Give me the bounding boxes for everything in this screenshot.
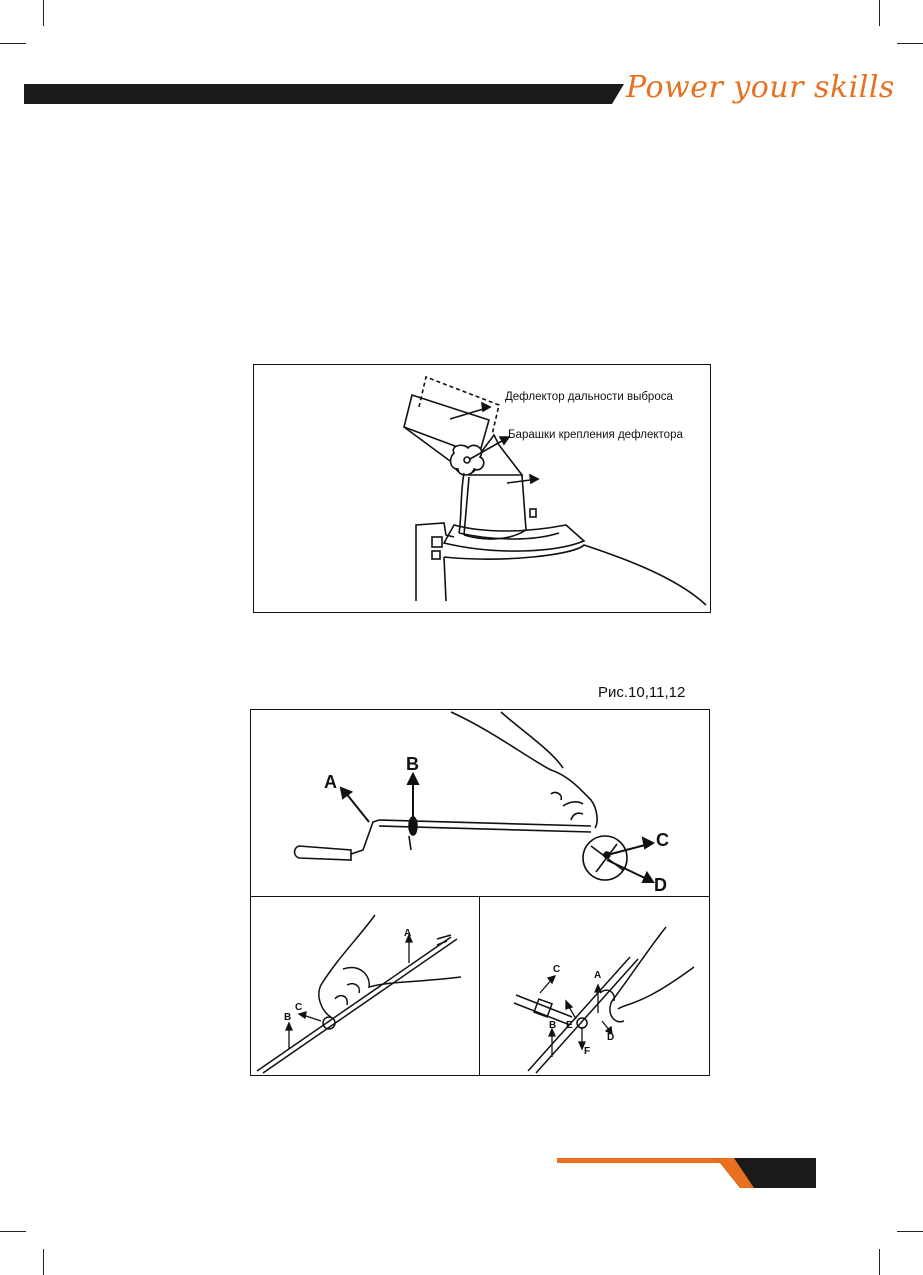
label-left-c: C xyxy=(295,1002,303,1013)
crop-mark xyxy=(43,1249,44,1275)
assembly-illustration xyxy=(480,897,708,1074)
hand-rod-illustration xyxy=(251,897,479,1074)
label-right-b: B xyxy=(549,1020,557,1031)
brand-slogan: Power your skills xyxy=(626,70,895,105)
label-right-d: D xyxy=(607,1032,615,1043)
label-main-b: B xyxy=(406,754,419,774)
label-right-f: F xyxy=(584,1046,591,1057)
callout-range-deflector: Дефлектор дальности выброса xyxy=(505,391,673,403)
figure-crank-right xyxy=(479,896,710,1076)
crop-mark xyxy=(0,1231,26,1232)
footer-accent-line xyxy=(557,1158,732,1163)
figure-crank-main xyxy=(250,709,710,898)
label-left-a: A xyxy=(404,928,412,939)
figure-crank-left xyxy=(250,896,481,1076)
label-right-a: A xyxy=(594,970,602,981)
crank-illustration xyxy=(251,710,708,896)
footer-tab xyxy=(716,1158,816,1188)
crop-mark xyxy=(897,1231,923,1232)
callout-deflector-knobs: Барашки крепления дефлектора xyxy=(508,429,683,441)
crop-mark xyxy=(879,0,880,26)
figure-caption: Рис.10,11,12 xyxy=(598,684,686,701)
label-main-c: C xyxy=(656,830,669,850)
crop-mark xyxy=(0,43,26,44)
label-main-d: D xyxy=(654,875,667,895)
label-right-c: C xyxy=(553,964,561,975)
crop-mark xyxy=(879,1249,880,1275)
crop-mark xyxy=(43,0,44,26)
label-left-b: B xyxy=(284,1012,292,1023)
label-main-a: A xyxy=(324,772,337,792)
label-right-e: E xyxy=(566,1020,573,1031)
header-bar xyxy=(24,84,624,104)
crop-mark xyxy=(897,43,923,44)
